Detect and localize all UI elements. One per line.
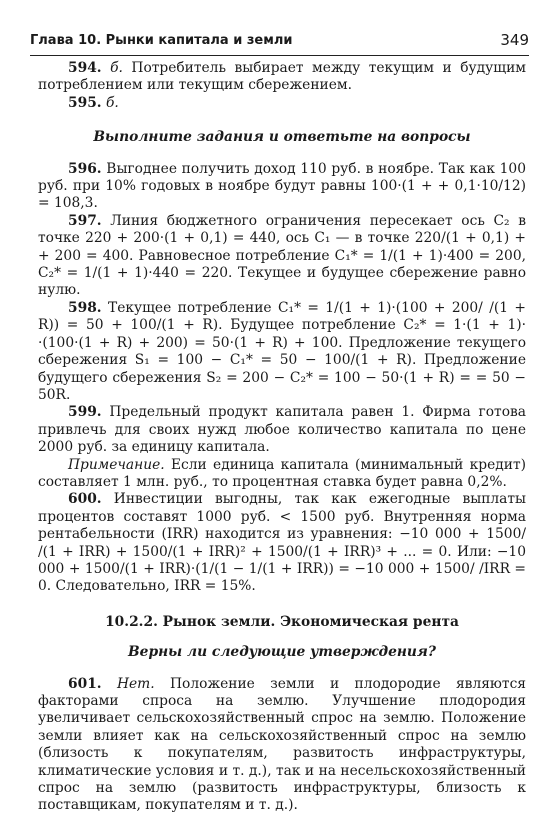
item-text: Линия бюджетного ограничения пересекает ось C₂ в точке 220 + 200·(1 + 0,1) = 440, ось C₁ — в точке 220/(1 + 0,1) + + 200 = 400. Равновесное потребление C₁* = 1/(1 + 1)·400 = 200, C₂* = 1/(1 + 1)·440 = 220. Текущее и будущее сбережение равно нулю. <box>38 212 526 299</box>
item-text: Инвестиции выгодны, так как ежегодные выплаты процентов составят 1000 руб. < 1500 руб. Внутренняя норма рентабельности (IRR) находится из уравнения: −10 000 + 1500/ /(1 + IRR) + 1500/(1 + IRR)² + 1500/(1 + IRR)³ + ... = 0. Или: −10 000 + 1500/(1 + IRR)·(1/(1 − 1/(1 + IRR)) = −10 000 + 1500/ /IRR = 0. Следовательно, IRR = 15%. <box>38 491 526 595</box>
item-answer: б. <box>106 94 119 111</box>
note-text: Если единица капитала (минимальный кредит) составляет 1 млн. руб., то процентная ставка будет равна 0,2%. <box>38 456 526 490</box>
subsection-heading: 10.2.2. Рынок земли. Экономическая рента <box>105 613 459 630</box>
item-number: 594. <box>68 60 102 76</box>
running-header <box>30 33 529 53</box>
section-heading-statements: Верны ли следующие утверждения? <box>128 644 436 661</box>
item-text: Потребитель выбирает между текущим и будущим потреблением или текущим сбережением. <box>38 60 526 94</box>
item-number: 598. <box>68 299 102 316</box>
note-label: Примечание. <box>68 456 165 473</box>
item-text: Выгоднее получить доход 110 руб. в ноябре. Так как 100 руб. при 10% годовых в ноябре будут равны 100·(1 + + 0,1·10/12) = 108,3. <box>38 160 526 212</box>
page-body <box>38 60 526 815</box>
item-number: 595. <box>68 94 102 111</box>
section-heading-tasks: Выполните задания и ответьте на вопросы <box>93 129 471 146</box>
item-answer: Нет. <box>116 675 155 692</box>
answer-601 <box>38 676 526 815</box>
answer-595 <box>38 95 526 112</box>
answer-599 <box>38 404 526 456</box>
page-number: 349 <box>500 31 529 49</box>
item-number: 601. <box>68 675 102 692</box>
answer-598 <box>38 300 526 404</box>
item-text: Текущее потребление C₁* = 1/(1 + 1)·(100 + 200/ /(1 + R)) = 50 + 100/(1 + R). Будущее потребление C₂* = 1·(1 + 1)· ·(100·(1 + R) + 200) = 50·(1 + R) + 100. Предложение текущего сбережения S₁ = 100 − C₁* = 50 − 100/(1 + R). Предложение будущего сбережения S₂ = 200 − C₂* = 100 − 50·(1 + R) = = 50 − 50R. <box>38 299 526 403</box>
item-text: Предельный продукт капитала равен 1. Фирма готова привлечь для своих нужд любое количество капитала по цене 2000 руб. за единицу капитала. <box>38 404 526 456</box>
item-number: 599. <box>68 404 102 421</box>
answer-600 <box>38 491 526 595</box>
chapter-title: Глава 10. Рынки капитала и земли <box>30 33 293 48</box>
item-number: 597. <box>68 212 102 229</box>
item-answer: б. <box>110 60 123 76</box>
note <box>38 457 526 492</box>
answer-596 <box>38 161 526 213</box>
item-number: 596. <box>68 160 102 177</box>
answer-594 <box>38 60 526 95</box>
header-rule <box>30 55 529 56</box>
answer-597 <box>38 213 526 300</box>
item-text: Положение земли и плодородие являются факторами спроса на землю. Улучшение плодородия увеличивает сельскохозяйственный спрос на землю. Положение земли влияет как на сельскохозяйственный спрос на землю (близость к покупателям, развитость инфраструктуры, климатические условия и т. д.), так и на несельскохозяйственный спрос на землю (развитость инфраструктуры, близость к поставщикам, покупателям и т. д.). <box>38 675 526 814</box>
item-number: 600. <box>68 491 102 508</box>
